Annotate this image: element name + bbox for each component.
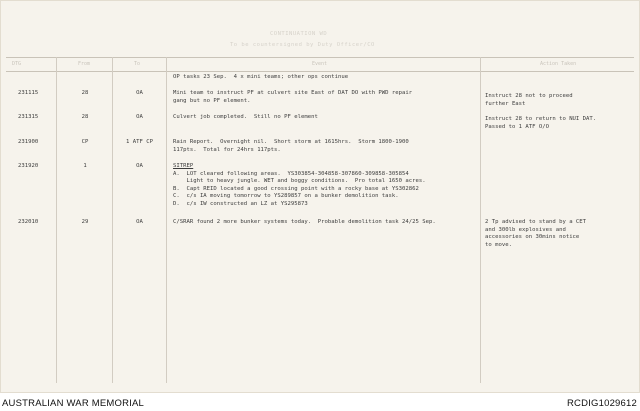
action-line: and 300lb explosives and [485,226,566,233]
action-line: further East [485,100,526,107]
from-cell: 29 [81,219,89,225]
dtg-cell: 231920 [18,163,39,169]
faded-form-title: CONTINUATION WD [270,31,328,37]
to-cell: OA [136,90,143,96]
dtg-cell: 231315 [18,114,39,120]
column-header-dtg: DTG [12,61,22,67]
from-cell: 28 [81,90,89,96]
from-cell: 1 [83,163,87,169]
action-line: Instruct 28 not to proceed [485,93,573,99]
event-line: Culvert job completed. Still no PF element [173,114,318,120]
header-top-rule [6,57,634,58]
header-bottom-rule [6,71,634,72]
action-line: accessories on 30mins notice [485,234,580,241]
event-line: B. Capt REID located a good crossing point with a rocky base at YS302862 [173,185,419,192]
event-line: D. c/s IW constructed an LZ at YS295873 [173,201,308,207]
column-header-event: Event [312,61,328,67]
event-line: C/SRAR found 2 more bunker systems today. Probable demolition task 24/25 Sep. [173,219,436,225]
column-divider [480,57,481,383]
event-line: Mini team to instruct PF at culvert site East of DAT DO with PWD repair [173,90,413,96]
dtg-cell: 231115 [18,90,39,96]
column-header-action: Action Taken [540,61,577,67]
to-cell: 1 ATF CP [126,139,153,145]
event-line: Light to heavy jungle. WET and boggy conditions. Pro total 1650 acres. [173,178,426,185]
action-line: Passed to 1 ATF O/O [485,123,549,130]
column-divider [56,57,57,383]
from-cell: 28 [81,114,89,120]
dtg-cell: 232010 [18,219,39,225]
column-header-to: To [134,61,141,67]
event-line: A. LOT cleared following areas. YS303854-304858-307860-309858-305854 [173,170,409,177]
action-line: to move. [485,241,512,248]
from-cell: CP [81,139,89,145]
faded-form-subtitle: To be countersigned by Duty Officer/CO [230,42,375,48]
event-line: gang but no PF element. [173,97,251,104]
to-cell: OA [136,163,143,169]
action-line: 2 Tp advised to stand by a CET [485,219,587,225]
column-divider [166,57,167,383]
to-cell: OA [136,219,143,225]
action-line: Instruct 28 to return to NUI DAT. [485,116,597,122]
document-id: RCDIG1029612 [567,398,637,409]
column-header-from: From [78,61,91,67]
event-line: Rain Report. Overnight nil. Short storm at 1615hrs. Storm 1800-1900 [173,139,409,145]
to-cell: OA [136,114,143,120]
event-line: 117pts. Total for 24hrs 117pts. [173,146,281,153]
dtg-cell: 231900 [18,139,39,145]
sitrep-heading: SITREP [173,163,194,169]
event-line: C. c/s IA moving tomorrow to YS289857 on a bunker demolition task. [173,193,399,200]
archive-credit: AUSTRALIAN WAR MEMORIAL [2,398,145,409]
event-line: OP tasks 23 Sep. 4 x mini teams; other ops continue [173,74,349,80]
